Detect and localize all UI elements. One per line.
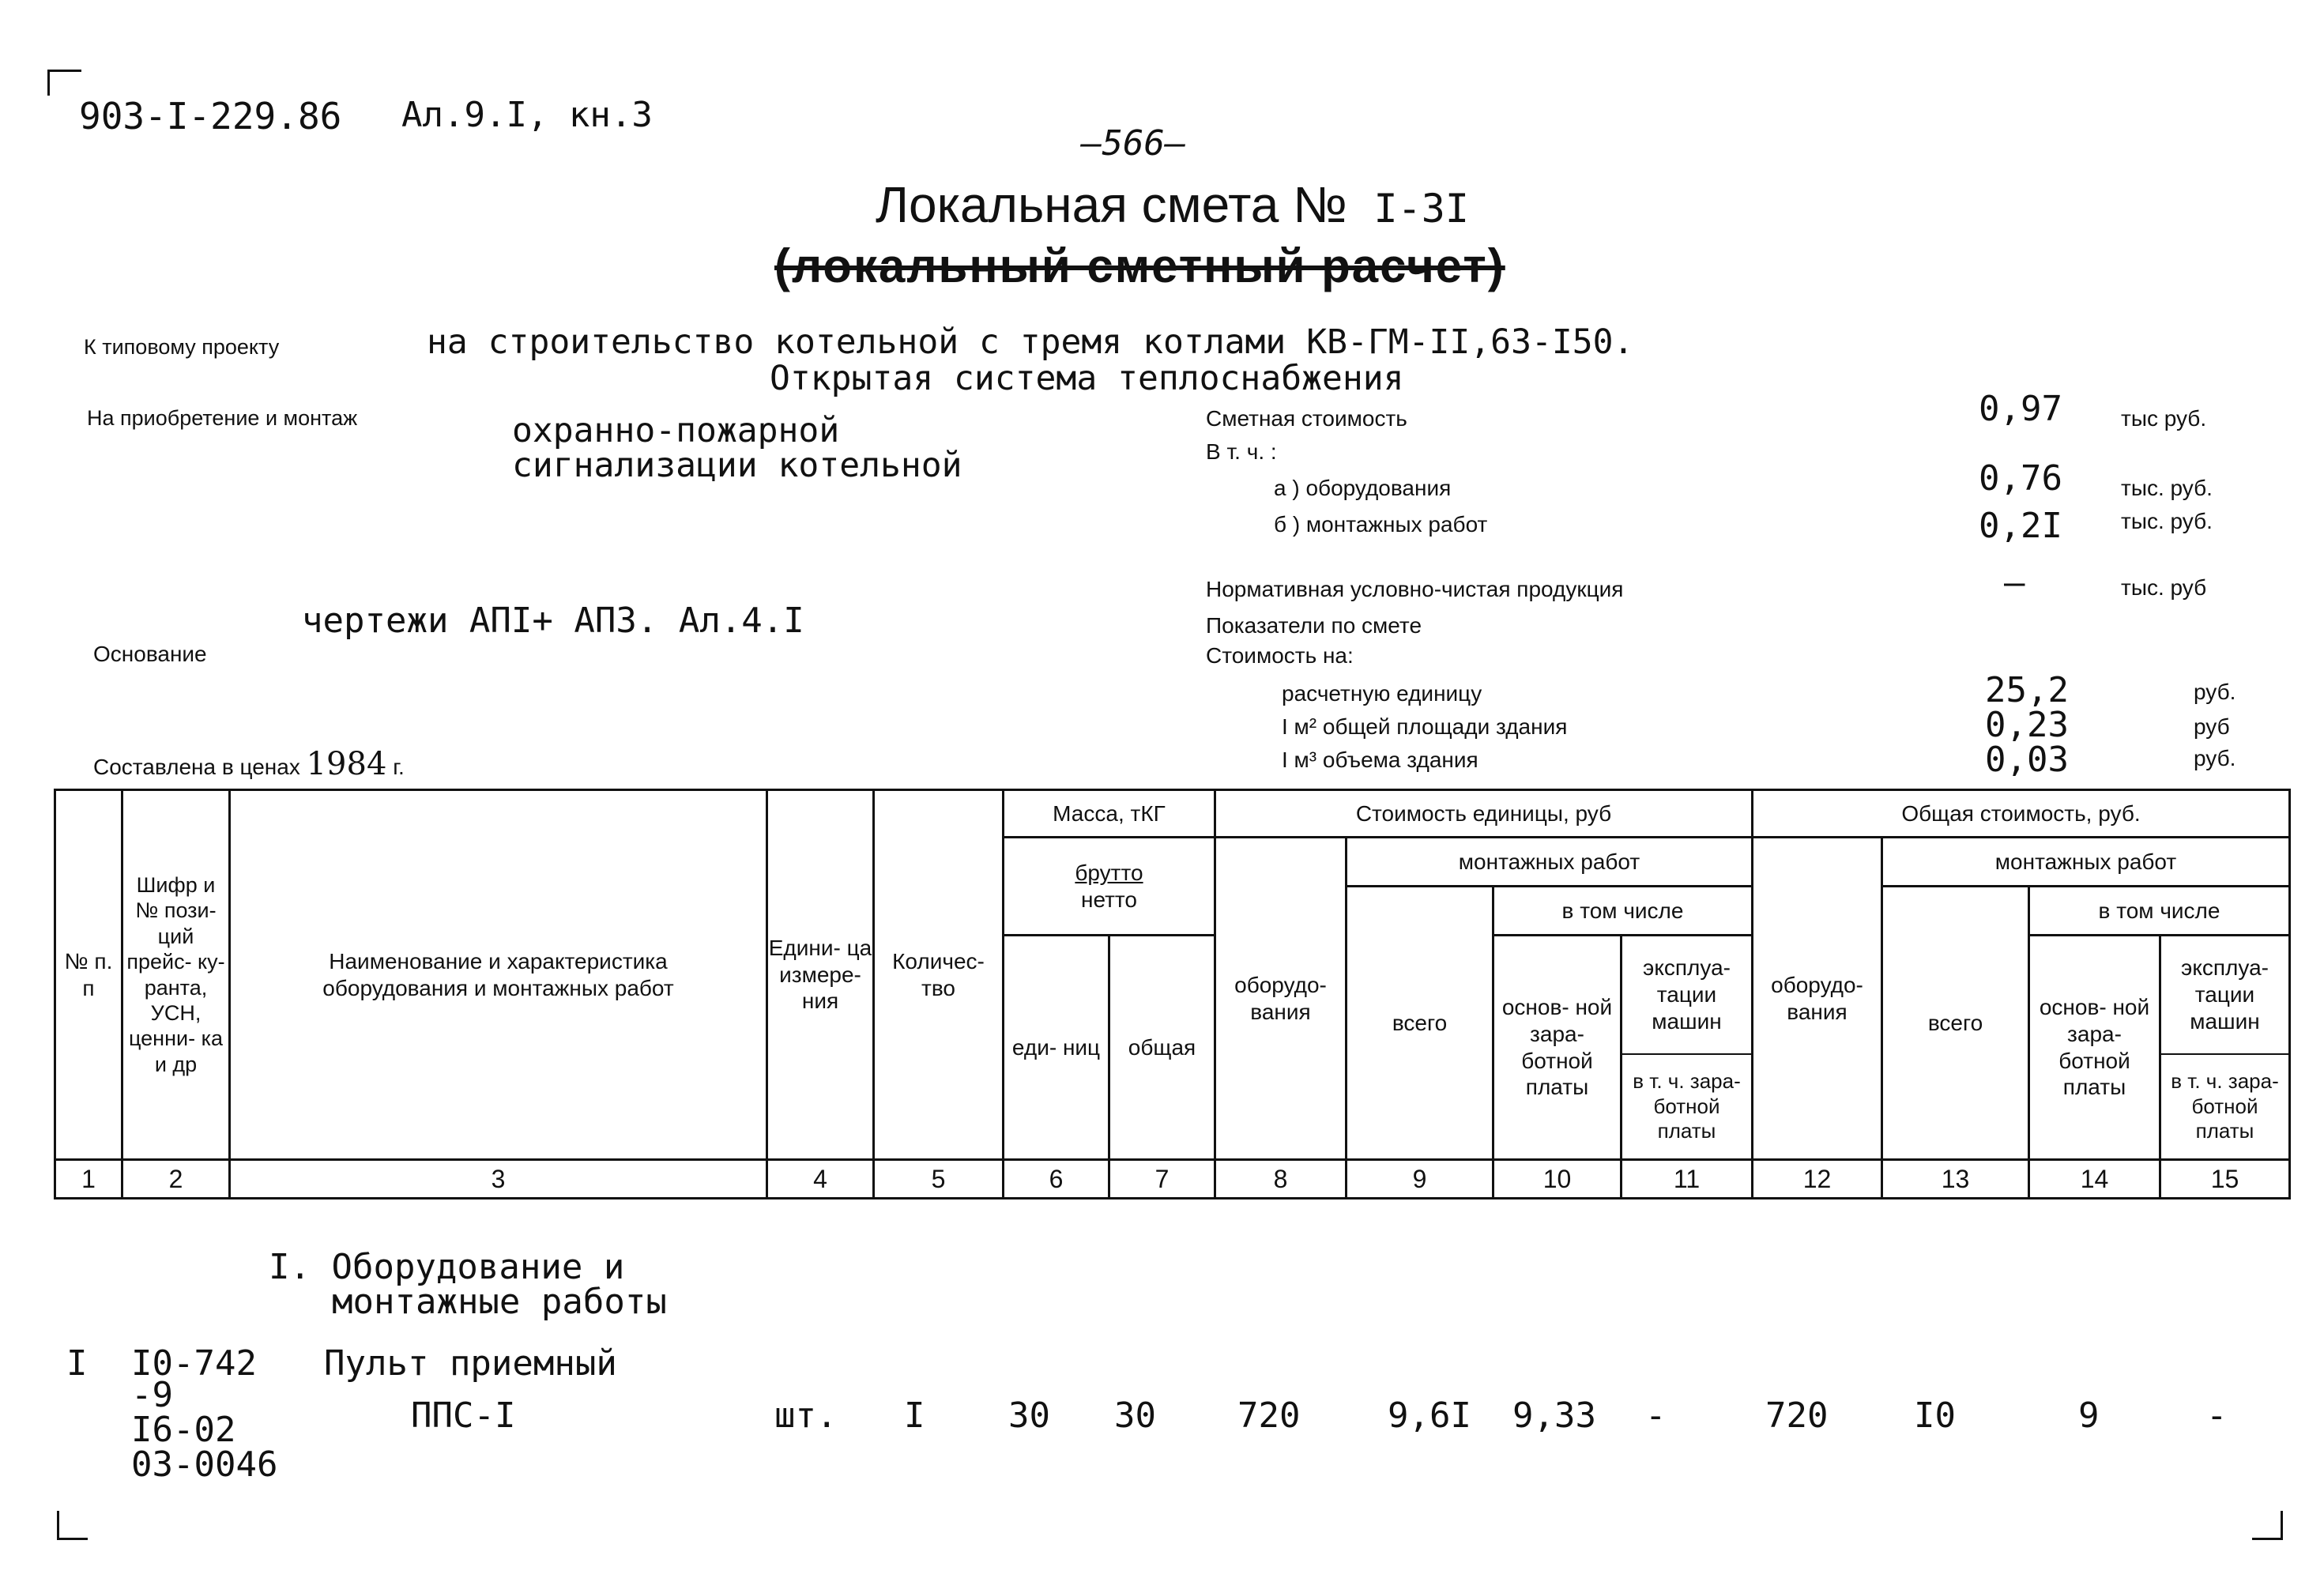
column-number: 1 [55,1160,122,1199]
page-subtitle: (локальный сметный расчет) [774,239,1505,292]
header-total-equipment: оборудо- вания [1753,838,1882,1160]
item-mass-total: 30 [1114,1395,1156,1436]
item-total-equipment: 720 [1765,1395,1829,1436]
basis-label: Основание [93,642,207,666]
header-total-cost: Общая стоимость, руб. [1753,790,2290,838]
basis-value: чертежи АПI+ АП3. Ал.4.I [302,601,804,641]
header-unit-cost: Стоимость единицы, руб [1215,790,1753,838]
header-name: Наименование и характеристика оборудования и монтажных работ [230,790,767,1160]
equipment-cost-label: а ) оборудования [1274,476,1452,500]
column-number: 14 [2029,1160,2160,1199]
item-unit-install-wage: 9,33 [1512,1395,1596,1436]
header-quantity: Количес- тво [874,790,1004,1160]
header-total-wage: основ- ной зара- ботной платы [2029,936,2160,1160]
column-number: 9 [1347,1160,1493,1199]
area-value: 0,23 [1985,705,2069,745]
column-number: 2 [122,1160,230,1199]
including-label: В т. ч. : [1206,439,1277,464]
item-quantity: I [904,1395,925,1436]
column-number: 5 [874,1160,1004,1199]
volume-unit: руб. [2194,746,2236,770]
composed-suffix: г. [393,755,405,779]
corner-mark-bottom-left [57,1511,88,1540]
calc-unit-unit: руб. [2194,680,2236,704]
column-number: 12 [1753,1160,1882,1199]
item-mass-unit: 30 [1008,1395,1050,1436]
item-model: ППС-I [411,1395,516,1436]
estimated-cost-label: Сметная стоимость [1206,406,1407,431]
item-unit-install-machine: - [1645,1395,1667,1436]
header-unit-install: монтажных работ [1347,838,1753,887]
acquisition-line-2: сигнализации котельной [512,446,962,485]
document-code: 903-I-229.86 [79,95,342,137]
item-unit: шт. [774,1395,838,1436]
item-code-1: I0-742 [131,1343,257,1384]
header-brutto-netto [1004,838,1215,936]
item-unit-equipment: 720 [1237,1395,1301,1436]
composed-prefix: Составлена в ценах [93,755,300,779]
column-number: 7 [1109,1160,1215,1199]
area-label: I м² общей площади здания [1282,714,1568,739]
section-title-line-1: I. Оборудование и [269,1247,625,1287]
install-cost-label: б ) монтажных работ [1274,512,1488,537]
header-netto: нетто [1080,887,1137,912]
column-number: 8 [1215,1160,1347,1199]
item-name: Пульт приемный [324,1343,617,1384]
header-unit: Едини- ца измере- ния [767,790,874,1160]
item-total-install-machine: - [2206,1395,2228,1436]
item-code-3: I6-02 [131,1410,236,1450]
estimate-header-table [54,789,2291,1200]
album-reference: Ал.9.I, кн.3 [401,95,653,135]
volume-label: I м³ объема здания [1282,748,1478,772]
column-number: 15 [2160,1160,2290,1199]
acquisition-label: На приобретение и монтаж [87,406,358,430]
composed-year: 1984 [306,746,387,782]
item-total-install-wage: 9 [2078,1395,2100,1436]
item-total-install-all: I0 [1914,1395,1956,1436]
header-total-machine-wage: в т. ч. зара- ботной платы [2160,1054,2290,1160]
header-total-machine: эксплуа- тации машин [2160,936,2290,1054]
install-cost-value: 0,2I [1979,506,2062,546]
header-unit-wage: основ- ной зара- ботной платы [1493,936,1622,1160]
column-number: 10 [1493,1160,1622,1199]
column-number: 6 [1004,1160,1109,1199]
project-line-1: на строительство котельной с тремя котлами КВ-ГМ-II,63-I50. [427,322,1634,362]
corner-mark-bottom-right [2252,1511,2283,1540]
estimated-cost-value: 0,97 [1979,389,2062,429]
header-unit-incl: в том числе [1493,887,1753,936]
title-number: I-3I [1373,186,1469,232]
item-code-4: 03-0046 [131,1444,278,1485]
header-unit-equipment: оборудо- вания [1215,838,1347,1160]
project-line-2: Открытая система теплоснабжения [770,359,1404,398]
column-number: 4 [767,1160,874,1199]
header-no: № п. п [55,790,122,1160]
indicators-label: Показатели по смете [1206,613,1422,638]
header-mass-per-unit: еди- ниц [1004,936,1109,1160]
item-unit-install-all: 9,6I [1388,1395,1471,1436]
header-total-install: монтажных работ [1882,838,2290,887]
header-total-incl: в том числе [2029,887,2290,936]
header-mass-total: общая [1109,936,1215,1160]
normative-label: Нормативная условно-чистая продукция [1206,577,1624,601]
acquisition-line-1: охранно-пожарной [512,411,840,450]
equipment-cost-value: 0,76 [1979,458,2062,499]
header-brutto: брутто [1075,860,1143,885]
volume-value: 0,03 [1985,740,2069,780]
column-number: 3 [230,1160,767,1199]
install-cost-unit: тыс. руб. [2121,509,2213,533]
header-unit-install-all: всего [1347,887,1493,1160]
cost-on-label: Стоимость на: [1206,643,1354,668]
column-number: 13 [1882,1160,2029,1199]
area-unit: руб [2194,714,2230,739]
title-text: Локальная смета № [876,176,1347,233]
item-number: I [66,1343,88,1384]
item-code-2: -9 [131,1375,173,1415]
estimated-cost-unit: тыс руб. [2121,406,2207,431]
section-title-line-2: монтажные работы [332,1282,667,1322]
composed-line [93,746,405,782]
column-number: 11 [1622,1160,1753,1199]
header-code: Шифр и № пози- ций прейс- ку- ранта, УСН, ценни- ка и др [122,790,230,1160]
page-number: —566— [1081,123,1186,164]
normative-unit: тыс. руб [2121,575,2207,600]
project-label: К типовому проекту [84,335,280,359]
header-unit-machine-wage: в т. ч. зара- ботной платы [1622,1054,1753,1160]
equipment-cost-unit: тыс. руб. [2121,476,2213,500]
header-unit-machine: эксплуа- тации машин [1622,936,1753,1054]
normative-value: – [2004,563,2025,603]
header-total-install-all: всего [1882,887,2029,1160]
corner-mark-top-left [47,70,81,96]
calc-unit-value: 25,2 [1985,670,2069,710]
page-title [876,175,1469,234]
calc-unit-label: расчетную единицу [1282,681,1482,706]
header-mass: Масса, тКГ [1004,790,1215,838]
